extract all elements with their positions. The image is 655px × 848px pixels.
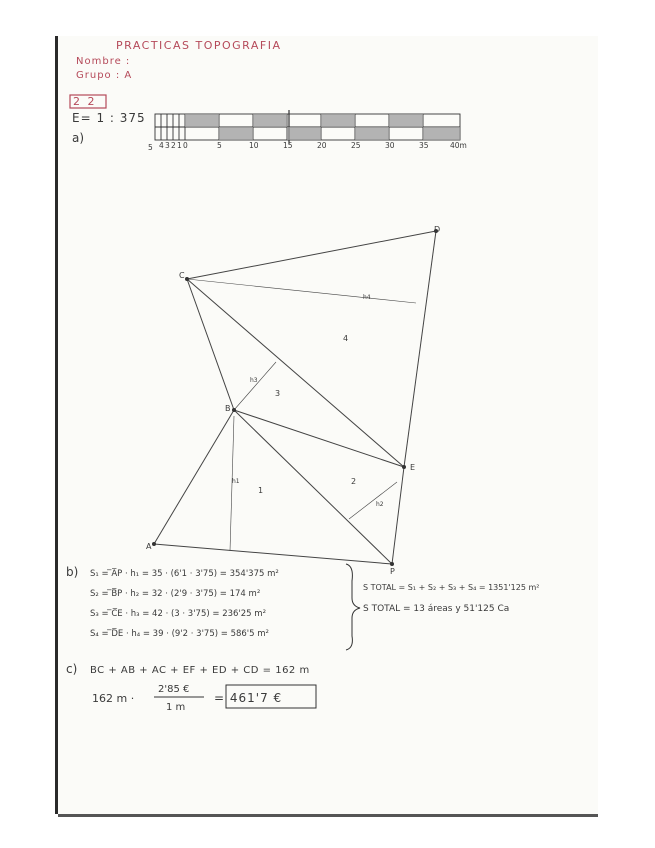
area-label-4: 4: [343, 334, 349, 343]
total-area-hectares: S TOTAL = 13 áreas y 51'125 Ca: [363, 604, 510, 614]
scale-tick-label: 30: [385, 141, 395, 150]
scale-tick-label: 2: [171, 141, 176, 150]
formula-s4: S₄ = ̅D̅E · h₄ = 39 · (9'2 · 3'75) = 586'5 m²: [90, 629, 269, 639]
area-label-3: 3: [275, 389, 281, 398]
formula-s3: S₃ = ̅C̅E · h₃ = 42 · (3 · 3'75) = 236'25 m²: [90, 609, 266, 619]
name-label: Nombre :: [76, 56, 131, 67]
height-labels: [232, 294, 384, 508]
part-b-label: b): [66, 565, 79, 579]
vertex-labels: [146, 225, 440, 576]
area-label-1: 1: [258, 486, 264, 495]
perimeter-sum: BC + AB + AC + EF + ED + CD = 162 m: [90, 665, 310, 676]
scale-tick-label: 15: [283, 141, 293, 150]
area-label-2: 2: [351, 477, 357, 486]
vertex-label-a: A: [146, 542, 152, 551]
vertex-label-c: C: [179, 271, 185, 280]
area-formulas: [90, 567, 279, 639]
part-a-label: a): [72, 131, 85, 145]
cost-result: = 461'7 €: [214, 691, 283, 705]
formula-s1: S₁ = ̅A̅P · h₁ = 35 · (6'1 · 3'75) = 354'375 m²: [90, 569, 279, 579]
scale-tick-label: 4: [159, 141, 164, 150]
part-c-label: c): [66, 662, 78, 676]
exercise-number: 2 2: [73, 95, 97, 108]
scale-tick-label: 1: [177, 141, 182, 150]
cost-lhs: 162 m ·: [92, 692, 135, 705]
scale-tick-label: 3: [165, 141, 170, 150]
area-labels: [258, 334, 356, 495]
scale-tick-label: 5: [148, 143, 153, 152]
group-label: Grupo : A: [76, 70, 133, 81]
height-label-h3: h3: [250, 377, 258, 384]
scale-tick-label: 0: [183, 141, 188, 150]
scale-tick-label: 40m: [450, 141, 467, 150]
scale-tick-label: 5: [217, 141, 222, 150]
worksheet-page: [58, 36, 598, 814]
scale-tick-label: 25: [351, 141, 361, 150]
worksheet-title: PRACTICAS TOPOGRAFIA: [116, 39, 282, 52]
vertex-label-b: B: [225, 404, 231, 413]
polygon-figure: [154, 231, 436, 564]
scale-text: E= 1 : 375: [72, 111, 146, 125]
cost-fraction-numerator: 2'85 €: [158, 684, 190, 695]
scale-bar-ticks: [148, 141, 467, 152]
formula-s2: S₂ = ̅B̅P · h₂ = 32 · (2'9 · 3'75) = 174 m²: [90, 589, 261, 599]
scale-tick-label: 35: [419, 141, 429, 150]
scale-tick-label: 20: [317, 141, 327, 150]
total-area: S TOTAL = S₁ + S₂ + S₃ + S₄ = 1351'125 m²: [363, 583, 540, 592]
scale-tick-label: 10: [249, 141, 259, 150]
curly-brace: [346, 564, 360, 650]
vertex-label-e: E: [410, 463, 416, 472]
vertex-label-p: P: [390, 567, 395, 576]
height-label-h1: h1: [232, 478, 240, 485]
cost-fraction-denominator: 1 m: [166, 702, 186, 713]
height-label-h4: h4: [363, 294, 371, 301]
worksheet-drawing: [58, 36, 598, 814]
scale-bar-hatching: [185, 114, 460, 140]
vertex-label-d: D: [434, 225, 441, 234]
height-label-h2: h2: [376, 501, 384, 508]
